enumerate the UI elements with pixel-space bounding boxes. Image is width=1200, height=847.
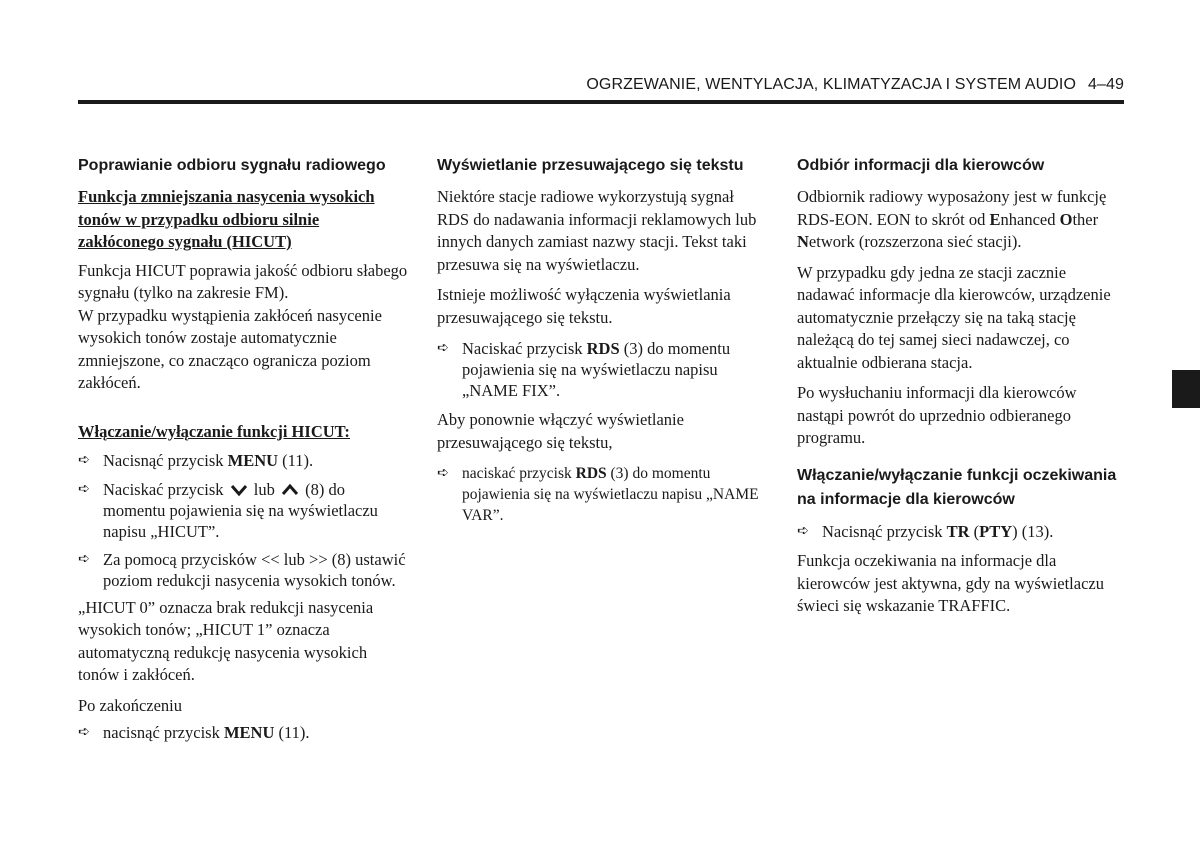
step-item: ➪ Naciskać przycisk lub (8) do momentu pojawienia się na wyświetlaczu napisu „HICUT”. bbox=[78, 479, 378, 541]
paragraph: Po zakończeniu bbox=[78, 695, 183, 715]
step-item: ➪ Nacisnąć przycisk TR (PTY) (13). bbox=[797, 521, 1054, 541]
button-name: MENU bbox=[223, 723, 275, 742]
step-item: ➪ naciskać przycisk RDS (3) do momentu pojawienia się na wyświetlaczu napisu „NAME VAR”. bbox=[437, 462, 767, 526]
paragraph: Istnieje możliwość wyłączenia wyświetlania przesuwającego się tekstu. bbox=[437, 285, 731, 327]
right-arrow-icon: ➪ bbox=[78, 724, 90, 740]
chevron-up-icon bbox=[281, 483, 299, 497]
paragraph: Aby ponownie włączyć wyświetlanie przesuwającego się tekstu, bbox=[437, 410, 684, 452]
subsection-heading: Włączanie/wyłączanie funkcji HICUT: bbox=[78, 421, 350, 441]
paragraph: W przypadku gdy jedna ze stacji zacznie nadawać informacje dla kierowców, urządzenie automatycznie przełączy się na taką stację należącą do tej samej sieci nadawczej, co aktualnie odbierana stacja. bbox=[797, 262, 1111, 372]
section-heading: Włączanie/wyłączanie funkcji oczekiwania na informacje dla kierowców bbox=[797, 466, 1117, 508]
column-3 bbox=[797, 154, 1127, 626]
section-heading: Wyświetlanie przesuwającego się tekstu bbox=[437, 157, 744, 174]
header-rule bbox=[78, 100, 1124, 104]
section-heading: Poprawianie odbioru sygnału radiowego bbox=[78, 157, 386, 174]
paragraph: Funkcja HICUT poprawia jakość odbioru słabego sygnału (tylko na zakresie FM). bbox=[78, 260, 408, 302]
column-1 bbox=[78, 154, 408, 750]
right-arrow-icon: ➪ bbox=[437, 465, 449, 481]
step-item: ➪ Za pomocą przycisków << lub >> (8) ustawić poziom redukcji nasycenia wysokich tonów. bbox=[78, 549, 406, 590]
button-name: PTY bbox=[979, 521, 1013, 541]
right-arrow-icon: ➪ bbox=[78, 550, 90, 567]
chevron-down-icon bbox=[230, 483, 248, 497]
right-arrow-icon: ➪ bbox=[78, 452, 90, 468]
paragraph: Odbiornik radiowy wyposażony jest w funkcję RDS-EON. EON to skrót od Enhanced Other Network (rozszerzona sieć stacji). bbox=[797, 187, 1107, 251]
step-item: ➪ Naciskać przycisk RDS (3) do momentu pojawienia się na wyświetlaczu napisu „NAME FIX”. bbox=[437, 339, 731, 400]
subsection-heading: Funkcja zmniejszania nasycenia wysokich tonów w przypadku odbioru silnie zakłóconego sygnału (HICUT) bbox=[78, 187, 375, 251]
step-item: ➪ nacisnąć przycisk MENU (11). bbox=[78, 723, 310, 742]
chapter-tab-marker bbox=[1172, 370, 1200, 408]
button-name: RDS bbox=[586, 339, 620, 358]
column-2 bbox=[437, 154, 767, 532]
page-number: 4–49 bbox=[1088, 76, 1124, 93]
paragraph: „HICUT 0” oznacza brak redukcji nasycenia wysokich tonów; „HICUT 1” oznacza automatyczną redukcję nasycenia wysokich tonów i zakłóceń. bbox=[78, 597, 374, 684]
paragraph: Funkcja oczekiwania na informacje dla kierowców jest aktywna, gdy na wyświetlaczu świeci się wskazanie TRAFFIC. bbox=[797, 551, 1104, 615]
paragraph: Niektóre stacje radiowe wykorzystują sygnał RDS do nadawania informacji reklamowych lub innych danych zamiast nazwy stacji. Tekst taki przesuwa się na wyświetlaczu. bbox=[437, 187, 757, 274]
paragraph: Po wysłuchaniu informacji dla kierowców nastąpi powrót do uprzednio odbieranego programu. bbox=[797, 383, 1077, 447]
right-arrow-icon: ➪ bbox=[437, 340, 449, 356]
section-heading: Odbiór informacji dla kierowców bbox=[797, 157, 1045, 174]
page-header bbox=[78, 76, 1124, 94]
right-arrow-icon: ➪ bbox=[78, 480, 90, 497]
header-title: OGRZEWANIE, WENTYLACJA, KLIMATYZACJA I SYSTEM AUDIO bbox=[586, 76, 1076, 93]
step-item: ➪ Nacisnąć przycisk MENU (11). bbox=[78, 451, 314, 470]
button-name: TR bbox=[946, 521, 970, 541]
right-arrow-icon: ➪ bbox=[797, 522, 809, 539]
button-name: MENU bbox=[227, 451, 279, 470]
paragraph: W przypadku wystąpienia zakłóceń nasycenie wysokich tonów zostaje automatycznie zmniejszone, co znacząco ogranicza poziom zakłóceń. bbox=[78, 305, 382, 392]
button-name: RDS bbox=[575, 465, 607, 482]
